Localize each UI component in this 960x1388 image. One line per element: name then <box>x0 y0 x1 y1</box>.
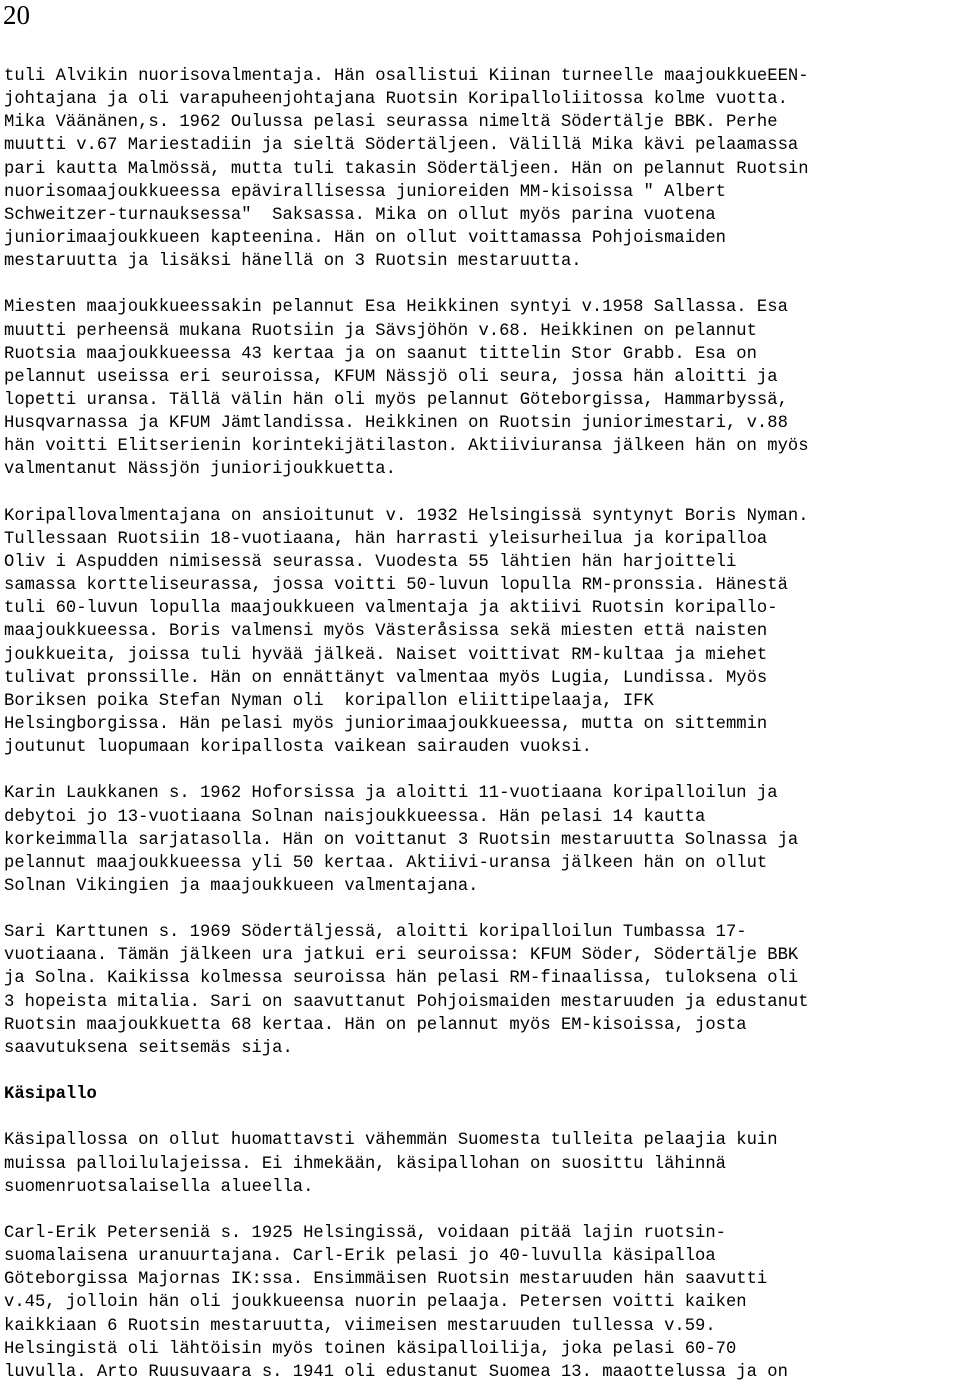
paragraph-karin-laukkanen <box>4 782 960 898</box>
text-line: suomalaisena uranuurtajana. Carl-Erik pelasi jo 40-luvulla käsipalloa <box>4 1247 716 1267</box>
text-line: nuorisomaajoukkueessa epävirallisessa junioreiden MM-kisoissa " Albert <box>4 182 726 202</box>
text-line: Miesten maajoukkueessakin pelannut Esa Heikkinen syntyi v.1958 Sallassa. Esa <box>4 298 788 318</box>
paragraph-boris-nyman <box>4 505 960 760</box>
paragraph-gap <box>4 759 960 782</box>
paragraph-mika-vaananen <box>4 65 960 273</box>
text-line: joukkueita, joissa tuli hyvää jälkeä. Naiset voittivat RM-kultaa ja miehet <box>4 645 768 665</box>
text-line: suomenruotsalaisella alueella. <box>4 1177 314 1197</box>
text-line: pelannut useissa eri seuroissa, KFUM Nässjö oli seura, jossa hän aloitti ja <box>4 367 778 387</box>
text-line: Boriksen poika Stefan Nyman oli koripallon eliittipelaaja, IFK <box>4 691 654 711</box>
page-number: 20 <box>3 0 30 30</box>
text-line: lopetti uransa. Tällä välin hän oli myös pelannut Göteborgissa, Hammarbyssä, <box>4 390 788 410</box>
text-line: Koripallovalmentajana on ansioitunut v. 1932 Helsingissä syntynyt Boris Nyman. <box>4 506 809 526</box>
text-line: muutti perheensä mukana Ruotsiin ja Sävsjöhön v.68. Heikkinen on pelannut <box>4 321 757 341</box>
text-line: pelannut maajoukkueessa yli 50 kertaa. Aktiivi-uransa jälkeen hän on ollut <box>4 853 768 873</box>
paragraph-gap <box>4 1199 960 1222</box>
text-line: korkeimmalla sarjatasolla. Hän on voittanut 3 Ruotsin mestaruutta Solnassa ja <box>4 830 799 850</box>
text-line: Schweitzer-turnauksessa" Saksassa. Mika on ollut myös parina vuotena <box>4 205 716 225</box>
paragraph-gap <box>4 898 960 921</box>
text-line: v.45, jolloin hän oli joukkueensa nuorin pelaaja. Petersen voitti kaiken <box>4 1293 747 1313</box>
text-line: tuli 60-luvun lopulla maajoukkueen valmentaja ja aktiivi Ruotsin koripallo- <box>4 599 778 619</box>
text-line: juniorimaajoukkueen kapteenina. Hän on ollut voittamassa Pohjoismaiden <box>4 228 726 248</box>
text-line: muissa palloilulajeissa. Ei ihmekään, käsipallohan on suosittu lähinnä <box>4 1154 726 1174</box>
text-line: Göteborgissa Majornas IK:ssa. Ensimmäisen Ruotsin mestaruuden hän saavutti <box>4 1270 768 1290</box>
text-line: muutti v.67 Mariestadiin ja sieltä Södertäljeen. Välillä Mika kävi pelaamassa <box>4 136 799 156</box>
paragraph-sari-karttunen <box>4 921 960 1060</box>
text-line: valmentanut Nässjön juniorijoukkuetta. <box>4 460 396 480</box>
text-line: Carl-Erik Peterseniä s. 1925 Helsingissä, voidaan pitää lajin ruotsin- <box>4 1224 726 1244</box>
text-line: samassa kortteliseurassa, jossa voitti 50-luvun lopulla RM-pronssia. Hänestä <box>4 576 788 596</box>
text-line: luvulla. Arto Ruusuvaara s. 1941 oli edustanut Suomea 13. maaottelussa ja on <box>4 1362 788 1382</box>
text-line: Oliv i Aspudden nimisessä seurassa. Vuodesta 55 lähtien hän harjoitteli <box>4 552 737 572</box>
paragraph-kasipallo-intro <box>4 1129 960 1198</box>
text-line: ja Solna. Kaikissa kolmessa seuroissa hän pelasi RM-finaalissa, tuloksena oli <box>4 969 799 989</box>
text-line: Käsipallossa on ollut huomattavsti vähemmän Suomesta tulleita pelaajia kuin <box>4 1131 778 1151</box>
text-line: Helsingistä oli lähtöisin myös toinen käsipalloilija, joka pelasi 60-70 <box>4 1339 737 1359</box>
text-line: Husqvarnassa ja KFUM Jämtlandissa. Heikkinen on Ruotsin juniorimestari, v.88 <box>4 414 788 434</box>
text-line: joutunut luopumaan koripallosta vaikean sairauden vuoksi. <box>4 738 592 758</box>
text-line: Sari Karttunen s. 1969 Södertäljessä, aloitti koripalloilun Tumbassa 17- <box>4 923 747 943</box>
text-line: vuotiaana. Tämän jälkeen ura jatkui eri seuroissa: KFUM Söder, Södertälje BBK <box>4 946 799 966</box>
text-line: tuli Alvikin nuorisovalmentaja. Hän osallistui Kiinan turneelle maajoukkueEEN- <box>4 67 809 86</box>
paragraph-gap <box>4 482 960 505</box>
text-line: 3 hopeista mitalia. Sari on saavuttanut Pohjoismaiden mestaruuden ja edustanut <box>4 992 809 1012</box>
text-line: hän voitti Elitserienin korintekijätilaston. Aktiiviuransa jälkeen hän on myös <box>4 437 809 457</box>
paragraph-gap <box>4 1106 960 1129</box>
text-line: Ruotsia maajoukkueessa 43 kertaa ja on saanut tittelin Stor Grabb. Esa on <box>4 344 757 364</box>
text-line: saavutuksena seitsemäs sija. <box>4 1038 293 1058</box>
section-heading: Käsipallo <box>4 1085 97 1105</box>
text-line: Helsingborgissa. Hän pelasi myös juniorimaajoukkueessa, mutta on sittemmin <box>4 714 768 734</box>
text-line: mestaruutta ja lisäksi hänellä on 3 Ruotsin mestaruutta. <box>4 252 582 272</box>
document-body <box>4 65 960 1384</box>
text-line: Karin Laukkanen s. 1962 Hoforsissa ja aloitti 11-vuotiaana koripalloilun ja <box>4 784 778 804</box>
text-line: maajoukkueessa. Boris valmensi myös Västeråsissa sekä miesten että naisten <box>4 622 768 642</box>
text-line: tulivat pronssille. Hän on ennättänyt valmentaa myös Lugia, Lundissa. Myös <box>4 668 768 688</box>
text-line: pari kautta Malmössä, mutta tuli takasin Södertäljeen. Hän on pelannut Ruotsin <box>4 159 809 179</box>
text-line: debytoi jo 13-vuotiaana Solnan naisjoukkueessa. Hän pelasi 14 kautta <box>4 807 706 827</box>
paragraph-esa-heikkinen <box>4 296 960 481</box>
text-line: johtajana ja oli varapuheenjohtajana Ruotsin Koripalloliitossa kolme vuotta. <box>4 90 788 110</box>
paragraph-carl-erik-petersen <box>4 1222 960 1384</box>
paragraph-gap <box>4 1060 960 1083</box>
text-line: Ruotsin maajoukkuetta 68 kertaa. Hän on pelannut myös EM-kisoissa, josta <box>4 1015 747 1035</box>
text-line: kaikkiaan 6 Ruotsin mestaruutta, viimeisen mestaruuden tullessa v.59. <box>4 1316 716 1336</box>
text-line: Solnan Vikingien ja maajoukkueen valmentajana. <box>4 876 479 896</box>
text-line: Mika Väänänen,s. 1962 Oulussa pelasi seurassa nimeltä Södertälje BBK. Perhe <box>4 113 778 133</box>
text-line: Tullessaan Ruotsiin 18-vuotiaana, hän harrasti yleisurheilua ja koripalloa <box>4 529 768 549</box>
paragraph-gap <box>4 273 960 296</box>
